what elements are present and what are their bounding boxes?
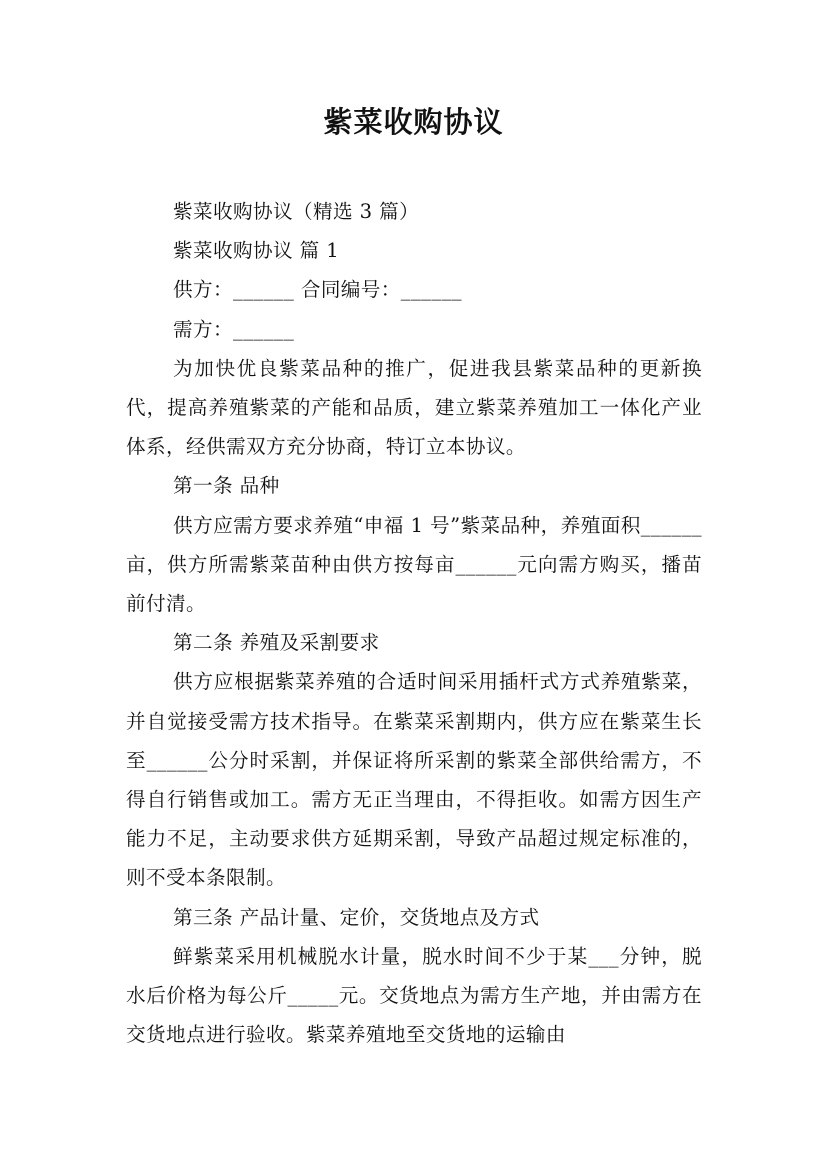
paragraph-article-2-body: 供方应根据紫菜养殖的合适时间采用插杆式方式养殖紫菜，并自觉接受需方技术指导。在紫菜采割期内，供方应在紫菜生长至______公分时采割，并保证将所采割的紫菜全部供给需方，不得自行销售或加工。需方无正当理由，不得拒收。如需方因生产能力不足，主动要求供方延期采割，导致产品超过规定标准的，则不受本条限制。 <box>126 670 702 890</box>
paragraph-buyer-line: 需方：______ <box>173 317 295 341</box>
paragraph-preamble: 为加快优良紫菜品种的推广，促进我县紫菜品种的更新换代，提高养殖紫菜的产能和品质，建立紫菜养殖加工一体化产业体系，经供需双方充分协商，特订立本协议。 <box>126 356 702 459</box>
paragraph-article-1-body: 供方应需方要求养殖“申福 1 号”紫菜品种，养殖面积______亩，供方所需紫菜苗种由供方按每亩______元向需方购买，播苗前付清。 <box>126 513 702 616</box>
paragraph-section-heading: 紫菜收购协议 篇 1 <box>173 239 340 263</box>
paragraph-article-1-heading: 第一条 品种 <box>173 474 280 498</box>
paragraph-article-2-heading: 第二条 养殖及采割要求 <box>173 631 380 655</box>
paragraph-article-3-heading: 第三条 产品计量、定价，交货地点及方式 <box>173 905 540 929</box>
paragraph-supplier-line: 供方：______ 合同编号：______ <box>173 278 462 302</box>
document-title: 紫菜收购协议 <box>323 105 504 139</box>
paragraph-article-3-body: 鲜紫菜采用机械脱水计量，脱水时间不少于某___分钟，脱水后价格为每公斤_____元。交货地点为需方生产地，并由需方在交货地点进行验收。紫菜养殖地至交货地的运输由 <box>126 944 702 1047</box>
paragraph-subtitle: 紫菜收购协议（精选 3 篇） <box>173 200 420 223</box>
document-body <box>126 192 702 1054</box>
